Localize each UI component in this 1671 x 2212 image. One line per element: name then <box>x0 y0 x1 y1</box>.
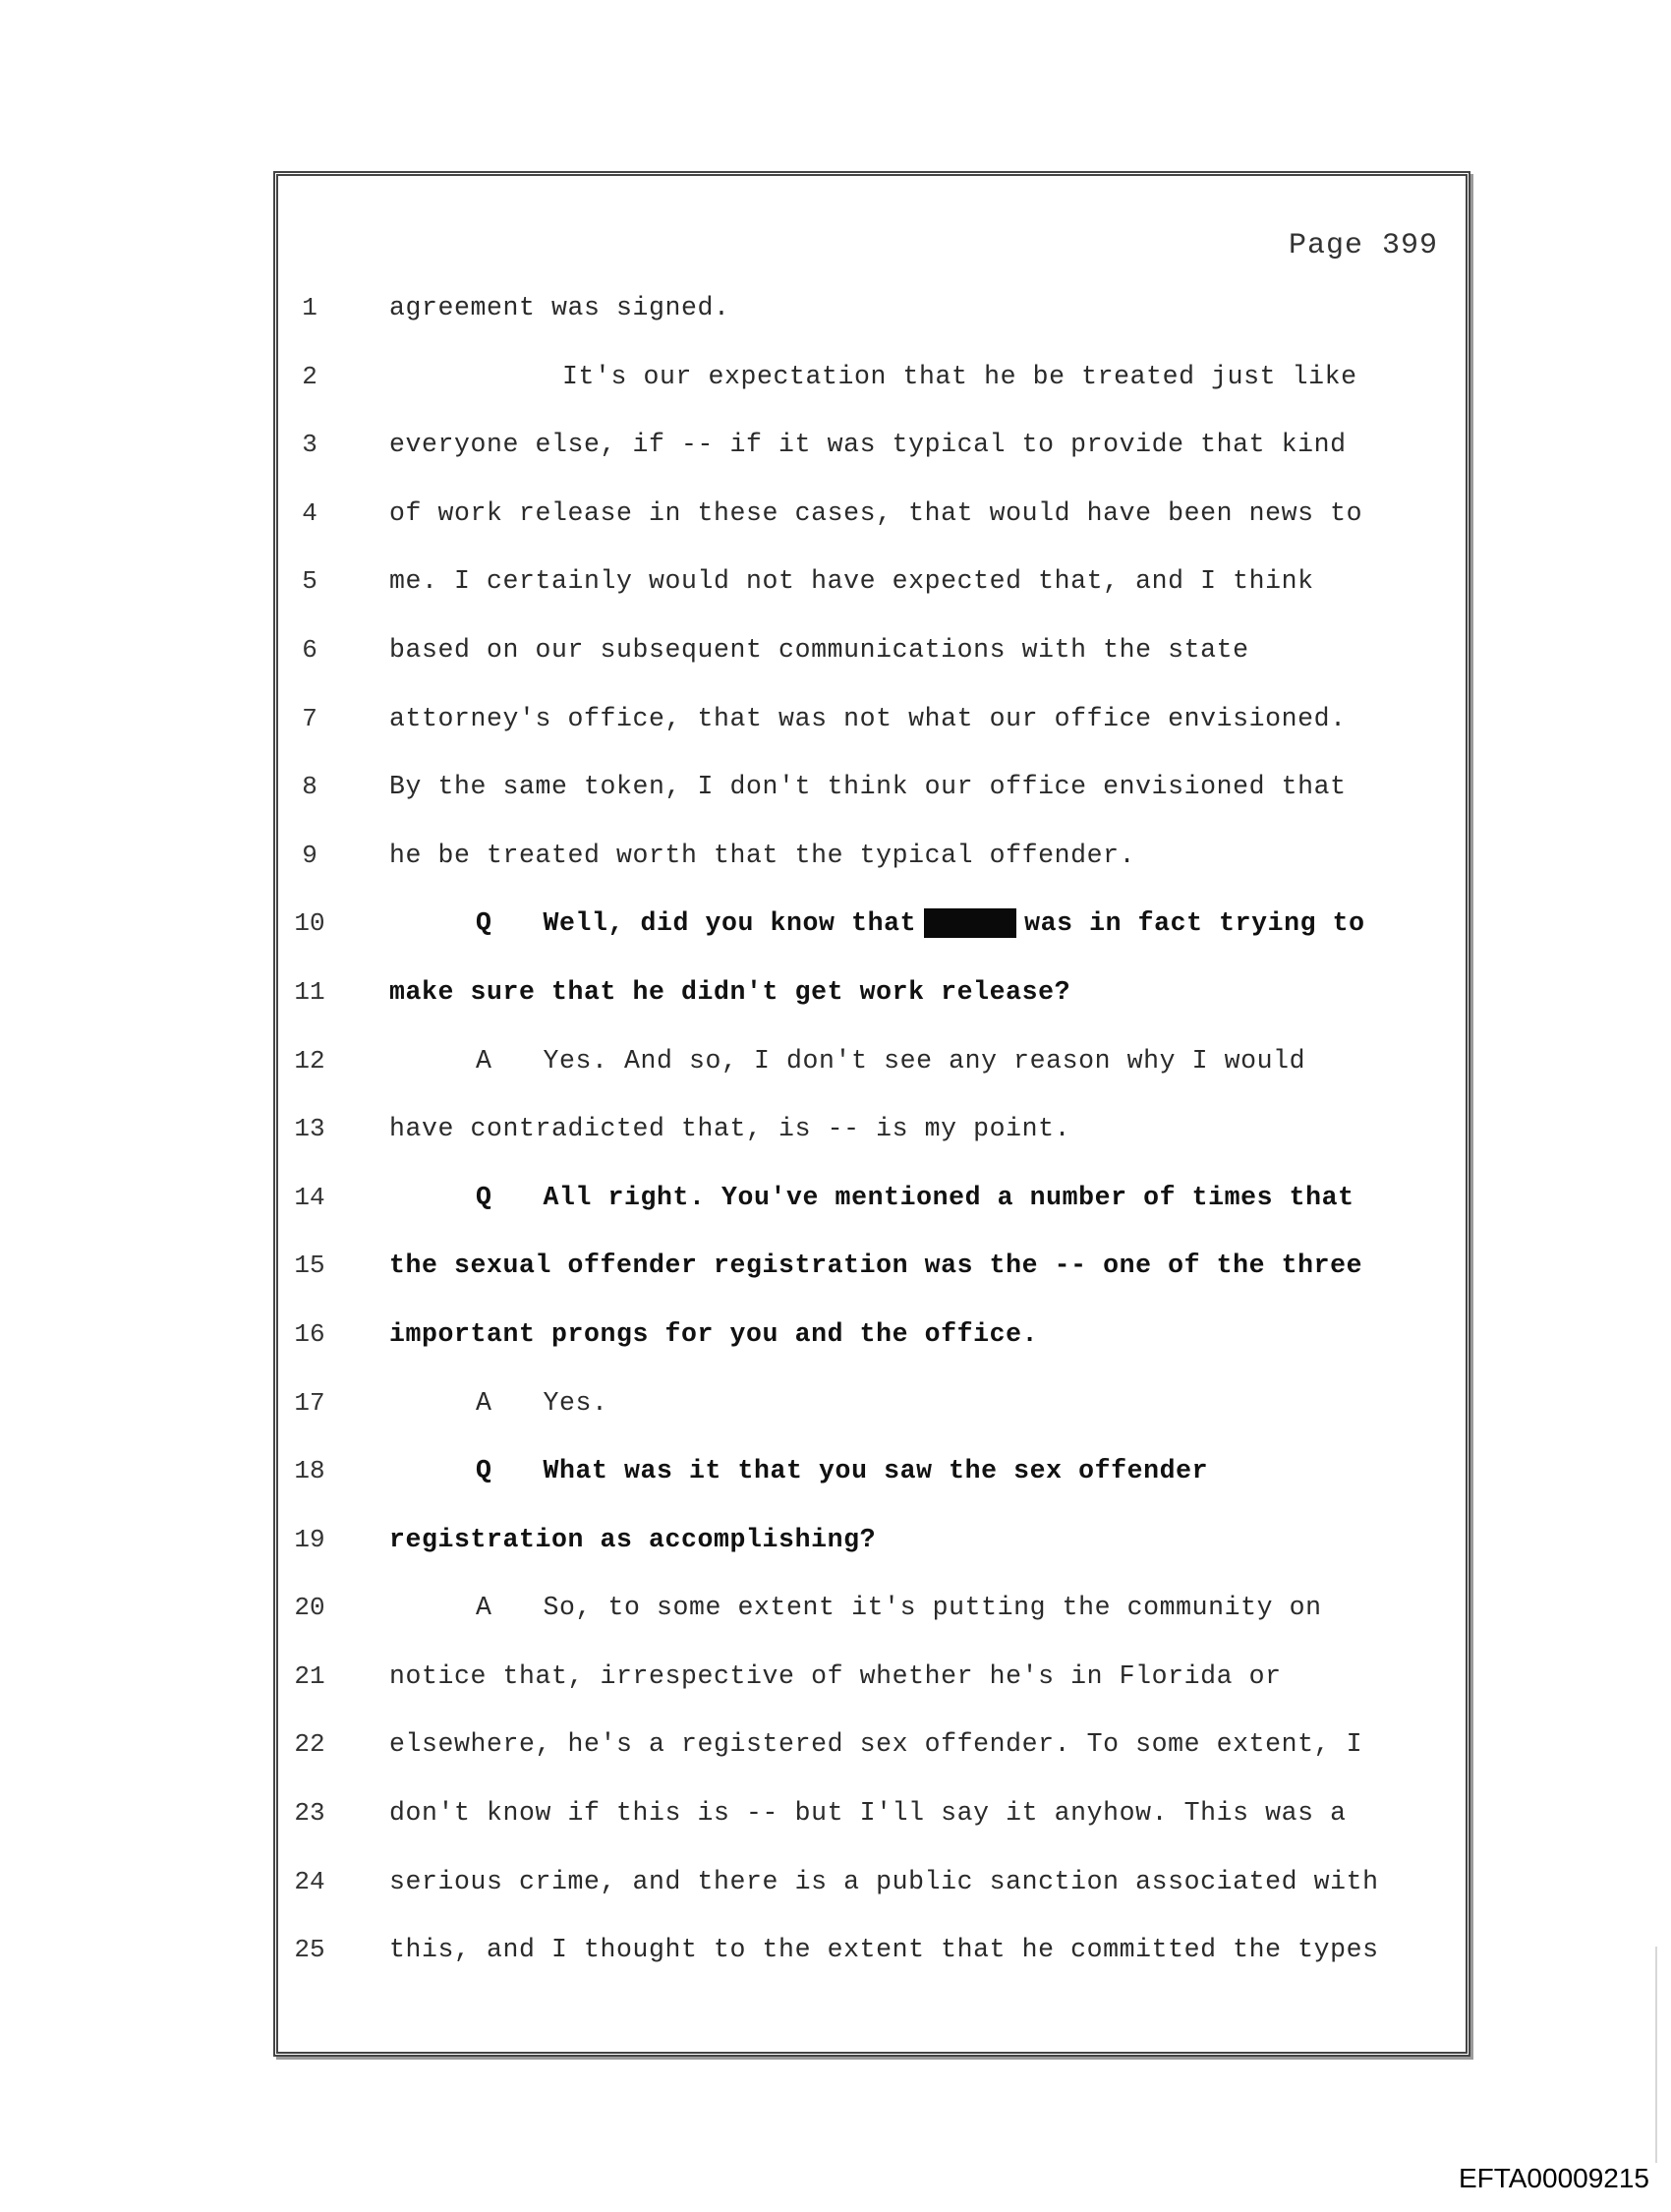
line-number: 23 <box>294 1798 325 1829</box>
answer-line <box>389 1369 1448 1438</box>
line-text: me. I certainly would not have expected that, and I think <box>389 566 1314 597</box>
line-text: registration as accomplishing? <box>389 1524 877 1554</box>
line-text: this, and I thought to the extent that he committed the types <box>389 1935 1379 1965</box>
page-number: Page 399 <box>1288 229 1438 262</box>
speaker-label: A <box>476 1387 492 1418</box>
document-id: EFTA00009215 <box>1458 2163 1649 2193</box>
transcript-line-17 <box>278 1369 1466 1438</box>
question-text: All right. You've mentioned a number of times that <box>543 1182 1354 1212</box>
line-number: 1 <box>302 293 317 322</box>
transcript-line-5 <box>278 548 1466 616</box>
line-number: 11 <box>294 976 325 1007</box>
question-text-after: was in fact trying to <box>1024 908 1365 939</box>
transcript-line-16 <box>278 1301 1466 1369</box>
line-text: It's our expectation that he be treated just like <box>562 361 1357 391</box>
answer-text: So, to some extent it's putting the community on <box>543 1593 1322 1623</box>
line-number: 12 <box>294 1045 325 1076</box>
line-number: 24 <box>294 1866 325 1896</box>
transcript-line-10 <box>278 890 1466 959</box>
line-number: 17 <box>294 1387 325 1418</box>
transcript-line-25 <box>278 1916 1466 1985</box>
line-text: make sure that he didn't get work release? <box>389 976 1071 1007</box>
line-number: 5 <box>302 566 317 597</box>
transcript-line-7 <box>278 685 1466 754</box>
transcript-line-8 <box>278 753 1466 822</box>
transcript-line-18 <box>278 1437 1466 1506</box>
transcript-line-20 <box>278 1574 1466 1643</box>
question-line <box>389 890 1448 959</box>
line-text: based on our subsequent communications with the state <box>389 634 1249 665</box>
line-number: 2 <box>302 361 317 391</box>
transcript-line-13 <box>278 1095 1466 1164</box>
transcript-line-14 <box>278 1164 1466 1233</box>
transcript-line-11 <box>278 959 1466 1027</box>
speaker-label: A <box>476 1045 492 1076</box>
answer-text: Yes. <box>543 1387 608 1418</box>
transcript-line-9 <box>278 822 1466 891</box>
line-text: serious crime, and there is a public sanction associated with <box>389 1866 1379 1896</box>
line-number: 6 <box>302 634 317 665</box>
line-text: attorney's office, that was not what our office envisioned. <box>389 703 1347 733</box>
line-text: he be treated worth that the typical offender. <box>389 840 1136 870</box>
scan-edge-mark <box>1655 1947 1657 2163</box>
line-text: everyone else, if -- if it was typical to provide that kind <box>389 430 1347 460</box>
transcript-line-22 <box>278 1711 1466 1779</box>
line-number: 9 <box>302 840 317 870</box>
answer-line <box>389 1027 1448 1096</box>
line-number: 18 <box>294 1456 325 1486</box>
transcript-line-6 <box>278 616 1466 685</box>
question-line <box>389 1164 1448 1233</box>
line-number: 15 <box>294 1251 325 1281</box>
line-text: don't know if this is -- but I'll say it anyhow. This was a <box>389 1798 1347 1829</box>
redaction-block <box>924 908 1016 938</box>
question-line <box>389 1437 1448 1506</box>
transcript-line-24 <box>278 1848 1466 1917</box>
transcript-page <box>273 171 1470 2057</box>
transcript-line-12 <box>278 1027 1466 1096</box>
transcript-body <box>278 274 1466 1985</box>
answer-line <box>389 1574 1448 1643</box>
question-text: What was it that you saw the sex offender <box>543 1456 1209 1486</box>
transcript-line-15 <box>278 1232 1466 1301</box>
question-text-before: Well, did you know that <box>543 908 917 939</box>
line-text: important prongs for you and the office. <box>389 1318 1039 1349</box>
transcript-line-4 <box>278 480 1466 549</box>
line-text: notice that, irrespective of whether he's in Florida or <box>389 1660 1282 1691</box>
line-number: 14 <box>294 1182 325 1212</box>
line-text: the sexual offender registration was the -- one of the three <box>389 1251 1363 1281</box>
transcript-line-23 <box>278 1779 1466 1848</box>
line-number: 22 <box>294 1729 325 1760</box>
speaker-label: A <box>476 1593 492 1623</box>
speaker-label: Q <box>476 1456 492 1486</box>
line-number: 3 <box>302 430 317 460</box>
speaker-label: Q <box>476 908 492 939</box>
speaker-label: Q <box>476 1182 492 1212</box>
line-number: 7 <box>302 703 317 733</box>
line-number: 21 <box>294 1660 325 1691</box>
line-number: 19 <box>294 1524 325 1554</box>
answer-text: Yes. And so, I don't see any reason why I would <box>543 1045 1306 1076</box>
line-number: 8 <box>302 772 317 802</box>
line-text: of work release in these cases, that would have been news to <box>389 497 1363 528</box>
line-number: 10 <box>294 908 325 939</box>
line-number: 20 <box>294 1593 325 1623</box>
transcript-line-2 <box>278 343 1466 412</box>
line-text: agreement was signed. <box>389 293 730 322</box>
transcript-line-19 <box>278 1506 1466 1575</box>
transcript-line-21 <box>278 1643 1466 1712</box>
line-number: 13 <box>294 1114 325 1144</box>
transcript-line-1 <box>278 274 1466 343</box>
line-text: elsewhere, he's a registered sex offender. To some extent, I <box>389 1729 1363 1760</box>
line-text: have contradicted that, is -- is my point. <box>389 1114 1071 1144</box>
line-number: 25 <box>294 1935 325 1965</box>
line-number: 4 <box>302 497 317 528</box>
transcript-line-3 <box>278 411 1466 480</box>
line-number: 16 <box>294 1318 325 1349</box>
line-text: By the same token, I don't think our office envisioned that <box>389 772 1347 802</box>
